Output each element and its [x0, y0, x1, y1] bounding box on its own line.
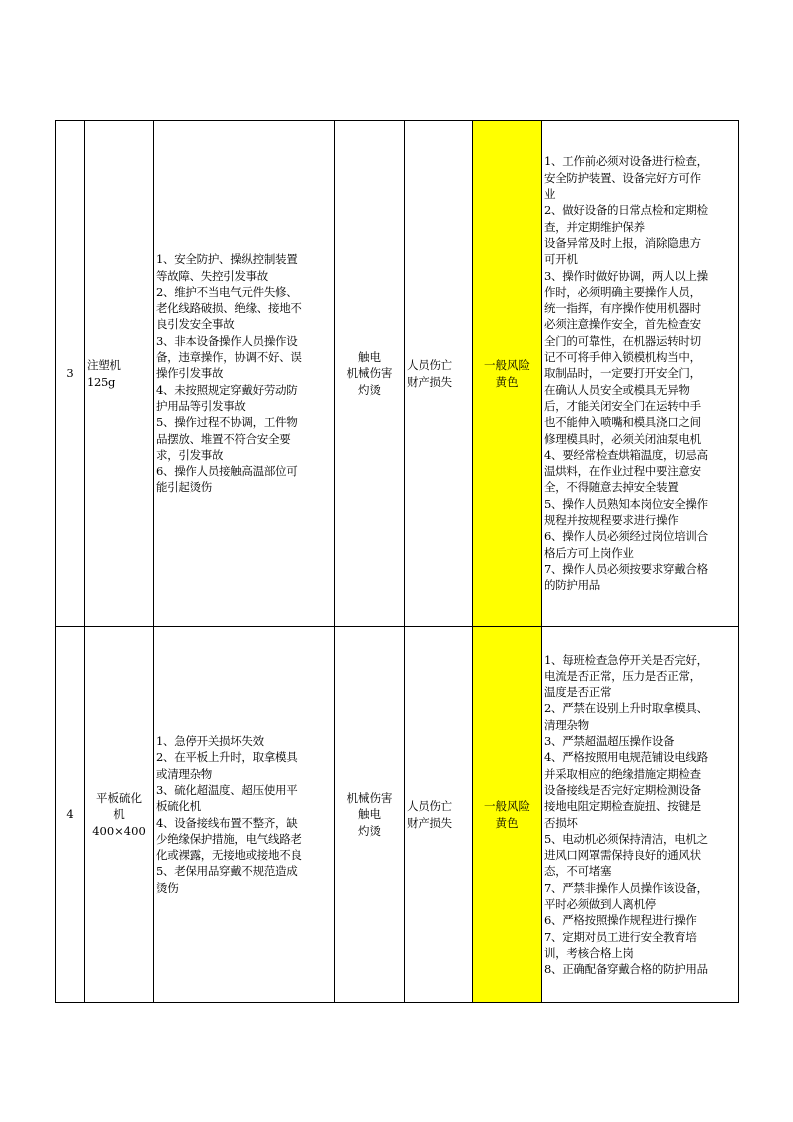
- table-row: [56, 121, 739, 627]
- risk-level: 一般风险 黄色: [473, 121, 542, 627]
- control-measures: 1、每班检查急停开关是否完好， 电流是否正常，压力是否正常， 温度是否正常 2、严禁在设别上升时取拿模具、 清理杂物 3、严禁超温超压操作设备 4、严格按照用电规范铺设电线路 并采取相应的绝缘措施定期检查 设备接线是否完好定期检测设备 接地电阻定期检查旋扭、按键是 否损坏 5、电动机必须保持清洁，电机之 进风口网罩需保持良好的通风状 态，不可堵塞 7、严禁非操作人员操作该设备， 平时必须做到人离机停 6、严格按照操作规程进行操作 7、定期对员工进行安全教育培 训，考核合格上岗 8、正确配备穿戴合格的防护用品: [542, 627, 739, 1003]
- equipment-name: 注塑机 125g: [85, 121, 154, 627]
- consequence: 人员伤亡 财产损失: [405, 121, 473, 627]
- row-number: 3: [56, 121, 85, 627]
- risk-level: 一般风险 黄色: [473, 627, 542, 1003]
- hazard-description: 1、安全防护、操纵控制装置 等故障、失控引发事故 2、维护不当电气元件失修、 老化线路破损、绝缘、接地不 良引发安全事故 3、非本设备操作人员操作设 备，违章操作，协调不好、误 操作引发事故 4、未按照规定穿戴好劳动防 护用品等引发事故 5、操作过程不协调，工件物 品摆放、堆置不符合安全要 求，引发事故 6、操作人员接触高温部位可 能引起烫伤: [154, 121, 335, 627]
- risk-table: [55, 120, 739, 1003]
- equipment-name: 平板硫化 机 400×400: [85, 627, 154, 1003]
- accident-type: 触电 机械伤害 灼烫: [335, 121, 405, 627]
- control-measures: 1、工作前必须对设备进行检查， 安全防护装置、设备完好方可作 业 2、做好设备的日常点检和定期检 查，并定期维护保养 设备异常及时上报，消除隐患方 可开机 3、操作时做好协调，两人以上操 作时，必须明确主要操作人员， 统一指挥，有序操作使用机器时 必须注意操作安全，首先检查安 全门的可靠性，在机器运转时切 记不可将手伸入锁模机构当中， 取制品时，一定要打开安全门， 在确认人员安全或模具无异物 后，才能关闭安全门在运转中手 也不能伸入喷嘴和模具浇口之间 修理模具时，必须关闭油泵电机 4、要经常检查烘箱温度，切忌高 温烘料，在作业过程中要注意安 全，不得随意去掉安全装置 5、操作人员熟知本岗位安全操作 规程并按规程要求进行操作 6、操作人员必须经过岗位培训合 格后方可上岗作业 7、操作人员必须按要求穿戴合格 的防护用品: [542, 121, 739, 627]
- table-row: [56, 627, 739, 1003]
- accident-type: 机械伤害 触电 灼烫: [335, 627, 405, 1003]
- row-number: 4: [56, 627, 85, 1003]
- consequence: 人员伤亡 财产损失: [405, 627, 473, 1003]
- hazard-description: 1、急停开关损坏失效 2、在平板上升时，取拿模具 或清理杂物 3、硫化超温度、超压使用平 板硫化机 4、设备接线布置不整齐，缺 少绝缘保护措施，电气线路老 化或裸露，无接地或接地不良 5、老保用品穿戴不规范造成 烫伤: [154, 627, 335, 1003]
